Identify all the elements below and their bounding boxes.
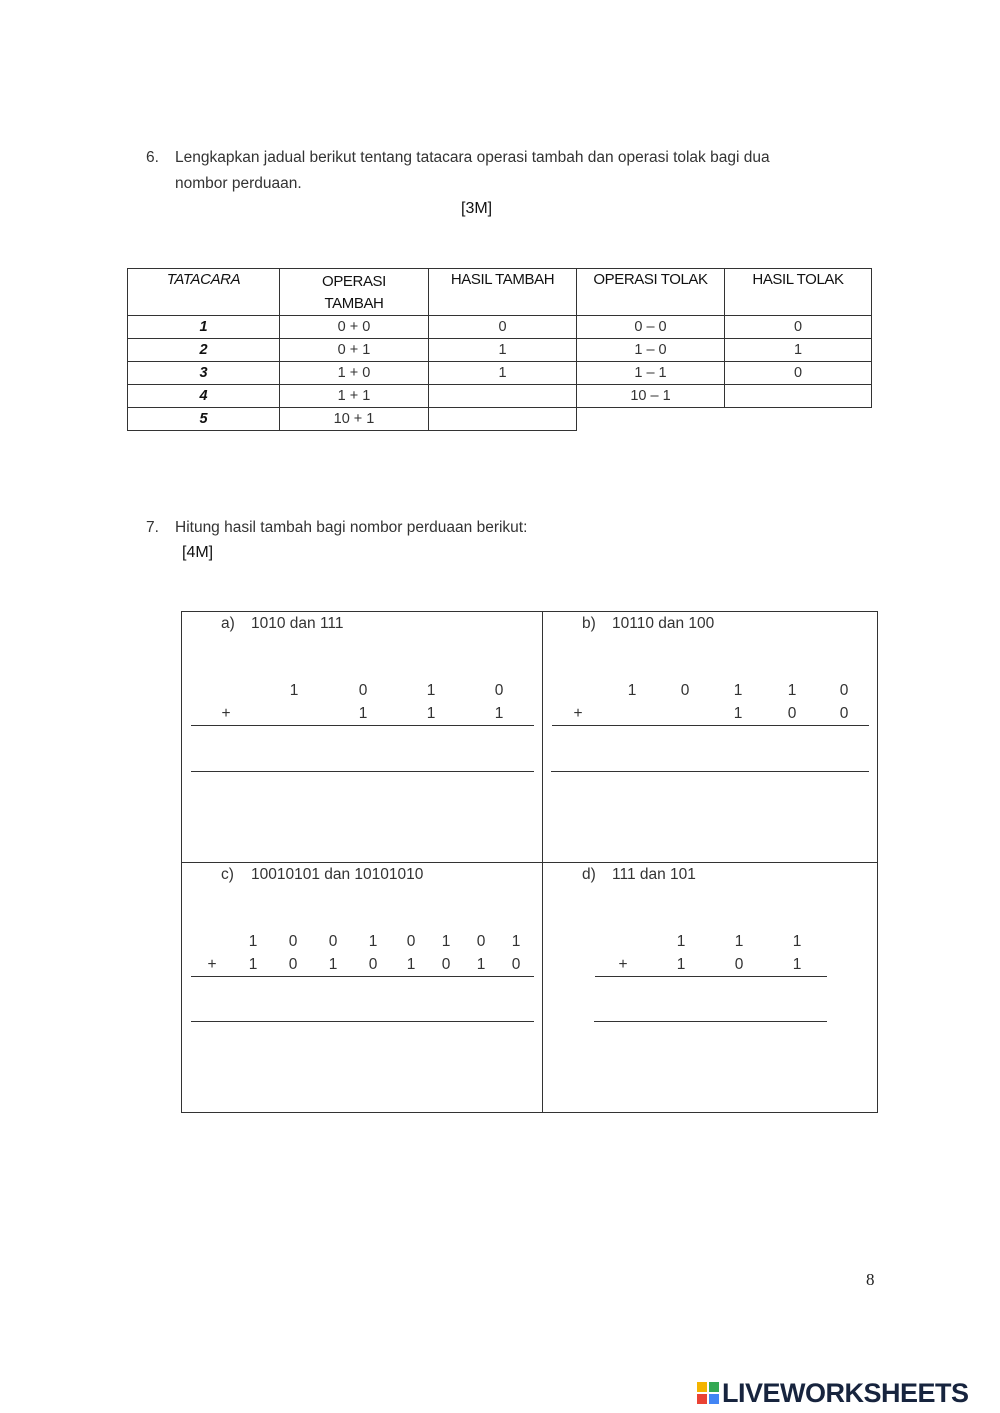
add-operation: 0 + 0 [280,316,429,339]
part-d-text: 111 dan 101 [612,866,696,883]
part-a-top-digit: 1 [426,682,436,699]
part-a-plus-sign: + [221,705,231,722]
q6-number: 6. [146,149,159,166]
part-d-title [582,866,696,884]
liveworksheets-logo-text: LIVEWORKSHEETS [722,1377,969,1408]
part-b-top-digit: 1 [627,682,637,699]
table-row [128,408,872,431]
part-c-text: 10010101 dan 10101010 [251,866,424,883]
part-c-title [221,866,423,884]
part-c-top-digit: 1 [511,933,521,950]
table-row [128,385,872,408]
row-number: 3 [128,362,280,385]
grid-divider-horizontal [182,862,877,863]
row-number: 2 [128,339,280,362]
part-a-label: a) [221,615,235,632]
part-d-top-digit: 1 [792,933,802,950]
subtract-result: 0 [725,362,872,385]
subtract-result-answer-field[interactable] [725,385,872,408]
part-d-bottom-digit: 1 [792,956,802,973]
subtract-operation: 10 – 1 [577,385,725,408]
part-c-bottom-digit: 1 [248,956,258,973]
q7-marks: [4M] [182,544,214,561]
part-d-answer-line[interactable] [594,1021,827,1022]
q7-text: Hitung hasil tambah bagi nombor perduaan berikut: [175,519,528,536]
part-c-top-digit: 0 [476,933,486,950]
subtract-operation: 1 – 0 [577,339,725,362]
header-tatacara: TATACARA [128,269,280,316]
binary-addition-grid [181,611,878,1113]
part-a-bottom-digit: 1 [426,705,436,722]
part-b-plus-sign: + [573,705,583,722]
part-c-plus-sign: + [207,956,217,973]
add-result-answer-field[interactable] [429,385,577,408]
row-number: 5 [128,408,280,431]
table-row [128,339,872,362]
add-operation: 1 + 0 [280,362,429,385]
add-operation: 0 + 1 [280,339,429,362]
table-header-row [128,269,872,316]
q6-marks: [3M] [461,200,493,217]
page-number: 8 [866,1270,875,1289]
part-c-bottom-digit: 1 [406,956,416,973]
header-operasi-tambah-label: OPERASI TAMBAH [322,273,386,312]
binary-operations-table [127,268,872,431]
part-c-top-digit: 1 [248,933,258,950]
part-a-bottom-digit: 1 [358,705,368,722]
part-c-top-digit: 1 [368,933,378,950]
add-result: 1 [429,339,577,362]
part-c-top-digit: 1 [441,933,451,950]
part-b-text: 10110 dan 100 [612,615,715,632]
subtract-result: 1 [725,339,872,362]
part-d-sum-line [595,976,827,977]
part-c-bottom-digit: 1 [328,956,338,973]
part-c-bottom-digit: 0 [288,956,298,973]
part-a-text: 1010 dan 111 [251,615,344,632]
part-c-top-digit: 0 [328,933,338,950]
add-operation: 1 + 1 [280,385,429,408]
add-operation: 10 + 1 [280,408,429,431]
part-a-bottom-digit: 1 [494,705,504,722]
part-a-top-digit: 0 [358,682,368,699]
part-c-bottom-digit: 0 [441,956,451,973]
part-d-label: d) [582,866,596,883]
part-c-top-digit: 0 [406,933,416,950]
q7-number: 7. [146,519,159,536]
part-d-top-digit: 1 [734,933,744,950]
part-c-bottom-digit: 1 [476,956,486,973]
part-c-sum-line [191,976,534,977]
part-d-plus-sign: + [618,956,628,973]
table-row [128,316,872,339]
add-result: 1 [429,362,577,385]
row-number: 1 [128,316,280,339]
part-b-top-digit: 0 [680,682,690,699]
q6-text-line2: nombor perduaan. [175,175,302,192]
part-a-top-digit: 1 [289,682,299,699]
add-result-answer-field[interactable] [429,408,577,431]
part-b-top-digit: 1 [733,682,743,699]
part-b-label: b) [582,615,596,632]
part-c-answer-line[interactable] [191,1021,534,1022]
part-c-bottom-digit: 0 [511,956,521,973]
empty-cell [725,408,872,431]
header-hasil-tambah: HASIL TAMBAH [429,269,577,316]
subtract-operation: 0 – 0 [577,316,725,339]
part-b-top-digit: 1 [787,682,797,699]
part-a-sum-line [191,725,534,726]
table-row [128,362,872,385]
liveworksheets-logo-icon [697,1382,719,1404]
part-a-answer-line[interactable] [191,771,534,772]
header-hasil-tolak: HASIL TOLAK [725,269,872,316]
part-c-bottom-digit: 0 [368,956,378,973]
liveworksheets-logo [697,1378,969,1408]
part-b-bottom-digit: 0 [839,705,849,722]
part-b-bottom-digit: 0 [787,705,797,722]
part-c-top-digit: 0 [288,933,298,950]
part-d-bottom-digit: 0 [734,956,744,973]
part-b-sum-line [552,725,869,726]
header-operasi-tolak: OPERASI TOLAK [577,269,725,316]
subtract-operation: 1 – 1 [577,362,725,385]
row-number: 4 [128,385,280,408]
part-b-bottom-digit: 1 [733,705,743,722]
part-a-top-digit: 0 [494,682,504,699]
part-d-bottom-digit: 1 [676,956,686,973]
part-b-answer-line[interactable] [551,771,869,772]
part-d-top-digit: 1 [676,933,686,950]
add-result: 0 [429,316,577,339]
q6-text-line1: Lengkapkan jadual berikut tentang tatacara operasi tambah dan operasi tolak bagi dua [175,149,770,166]
part-a-title [221,615,344,633]
subtract-result: 0 [725,316,872,339]
part-b-title [582,615,714,633]
part-c-label: c) [221,866,234,883]
header-operasi-tambah [280,269,429,316]
part-b-top-digit: 0 [839,682,849,699]
empty-cell [577,408,725,431]
